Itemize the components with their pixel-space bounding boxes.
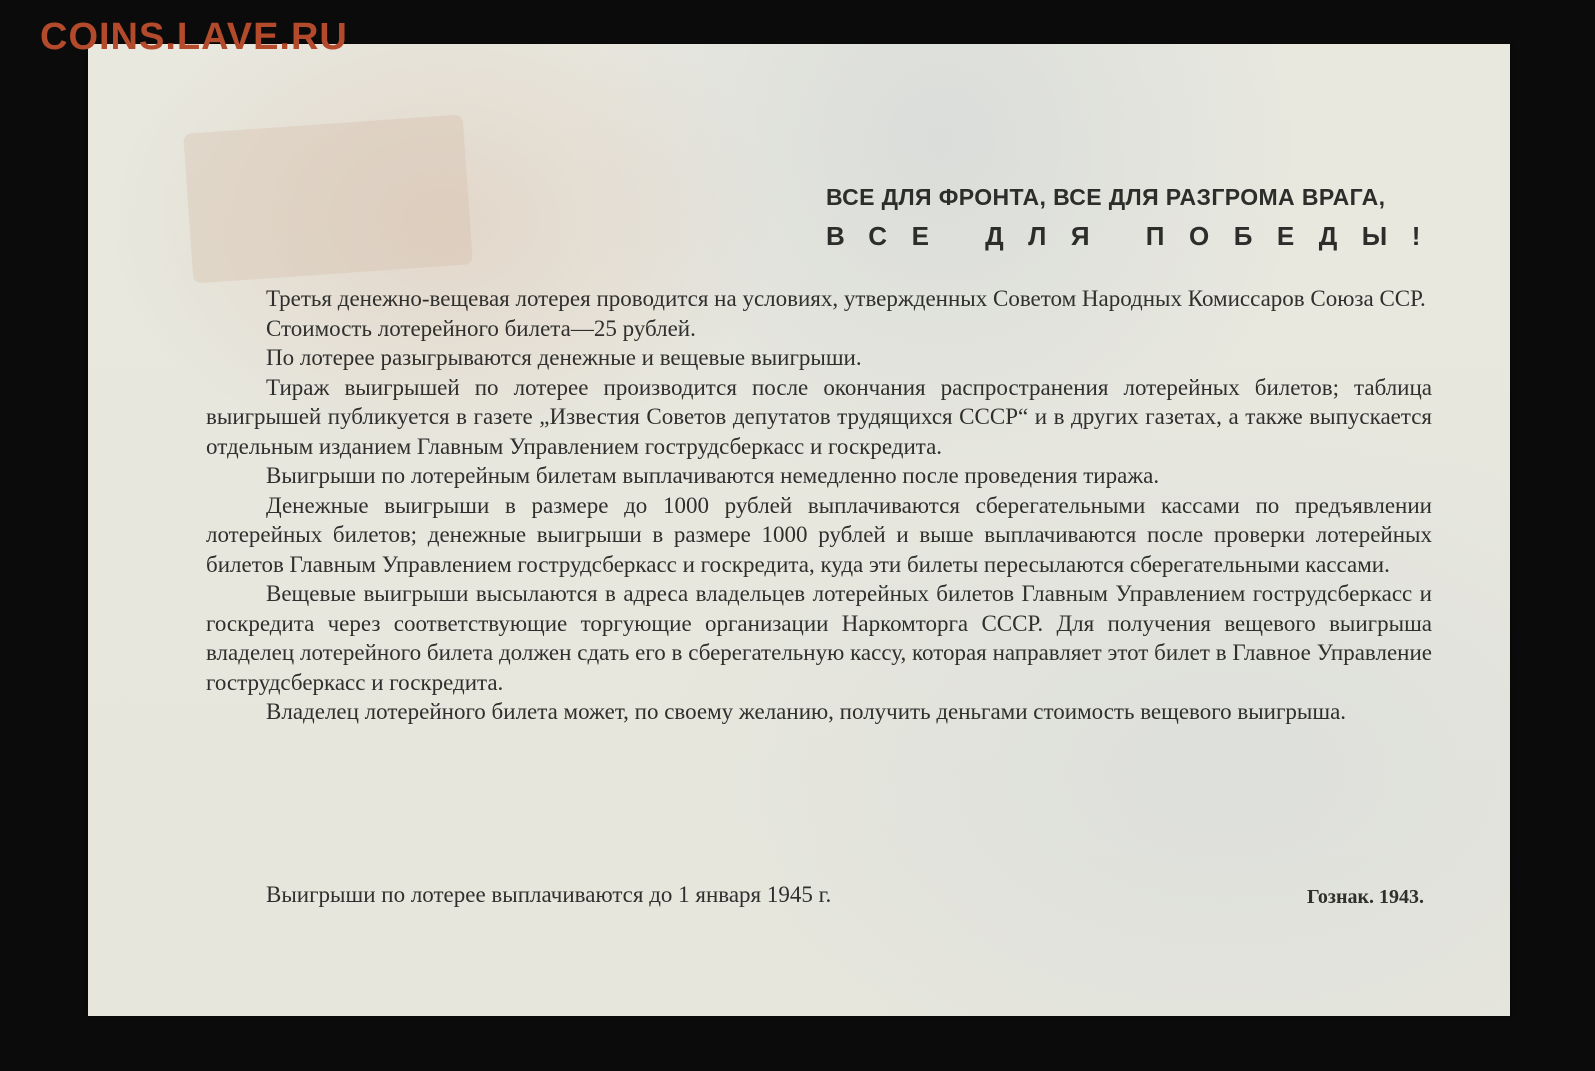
paragraph-cash-instead-of-goods: Владелец лотерейного билета может, по своему желанию, получить деньгами стоимость вещевого выигрыша. — [266, 699, 1347, 724]
paragraph-prize-types: По лотерее разыгрываются денежные и вещевые выигрыши. — [266, 345, 862, 370]
paragraph-immediate-payment: Выигрыши по лотерейным билетам выплачиваются немедленно после проведения тиража. — [266, 463, 1160, 488]
slogan-line-2: ВСЕ ДЛЯ ПОБЕДЫ! — [826, 221, 1445, 251]
payment-deadline: Выигрыши по лотерее выплачиваются до 1 января 1945 г. — [266, 882, 832, 907]
paragraph-ticket-price: Стоимость лотерейного билета—25 рублей. — [266, 315, 696, 341]
paragraph-goods-prizes: Вещевые выигрыши высылаются в адреса владельцев лотерейных билетов Главным Управлением гострудсберкасс и госкредита через соответствующие торгующие организации Наркомторга СССР. Для получения вещевого выигрыша владелец лотерейного билета должен сдать его в сберегательную кассу, которая направляет этот билет в Главное Управление гострудсберкасс и госкредита. — [206, 581, 1432, 695]
paragraph-cash-prizes: Денежные выигрыши в размере до 1000 рублей выплачиваются сберегательными кассами по предъявлении лотерейных билетов; денежные выигрыши в размере 1000 рублей и выше выплачиваются после проверки лотерейных билетов Главным Управлением гострудсберкасс и госкредита, куда эти билеты пересылаются сберегательными кассами. — [206, 492, 1432, 577]
paragraph-conditions: Третья денежно-вещевая лотерея проводится на условиях, утвержденных Советом Народных Комиссаров Союза ССР. — [266, 286, 1426, 311]
slogan-line-1: ВСЕ ДЛЯ ФРОНТА, ВСЕ ДЛЯ РАЗГРОМА ВРАГА, — [826, 184, 1386, 210]
paragraph-draw-publication: Тираж выигрышей по лотерее производится после окончания распространения лотерейных билетов; таблица выигрышей публикуется в газете „Известия Советов депутатов трудящихся СССР“ и в других газетах, а также выпускается отдельным изданием Главным Управлением гострудсберкасс и госкредита. — [206, 374, 1432, 459]
lottery-ticket-back — [88, 44, 1510, 1016]
lottery-conditions-text — [206, 284, 1432, 727]
slogan — [826, 184, 1445, 252]
site-watermark: COINS.LAVE.RU — [40, 16, 348, 58]
faded-stamp-area — [183, 114, 473, 283]
printer-imprint: Гознак. 1943. — [1306, 886, 1424, 908]
